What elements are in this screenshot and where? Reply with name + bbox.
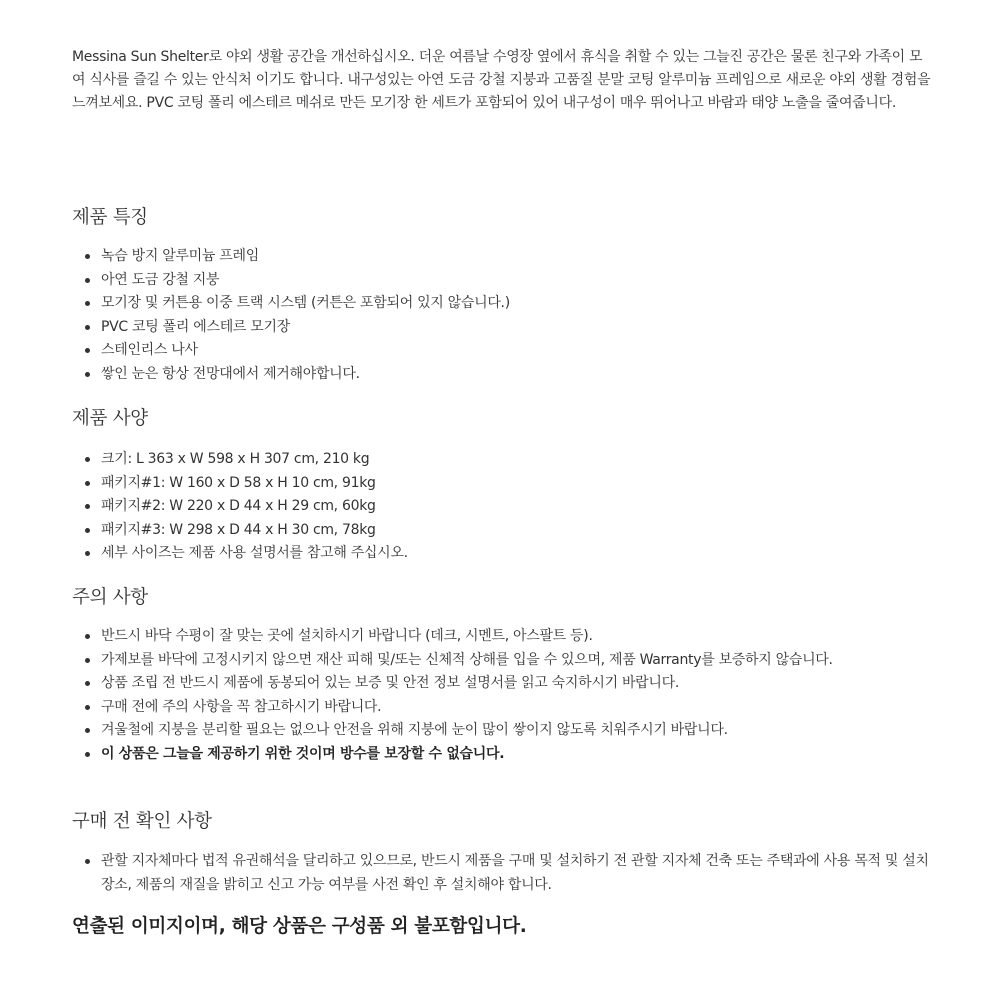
list-item: 가제보를 바닥에 고정시키지 않으면 재산 피해 및/또는 신체적 상해를 입을 수 있으며, 제품 Warranty를 보증하지 않습니다. <box>72 649 934 673</box>
list-item: 구매 전에 주의 사항을 꼭 참고하시기 바랍니다. <box>72 696 934 720</box>
list-item: 패키지#1: W 160 x D 58 x H 10 cm, 91kg <box>72 472 934 496</box>
list-item: 겨울철에 지붕을 분리할 필요는 없으나 안전을 위해 지붕에 눈이 많이 쌓이지 않도록 치워주시기 바랍니다. <box>72 719 934 743</box>
list-item: 패키지#3: W 298 x D 44 x H 30 cm, 78kg <box>72 519 934 543</box>
list-item: 패키지#2: W 220 x D 44 x H 29 cm, 60kg <box>72 495 934 519</box>
specs-list <box>72 448 934 566</box>
list-item: PVC 코팅 폴리 에스테르 모기장 <box>72 316 934 340</box>
cautions-list <box>72 625 934 766</box>
list-item: 아연 도금 강철 지붕 <box>72 269 934 293</box>
specs-heading: 제품 사양 <box>72 408 148 429</box>
list-item: 녹슴 방지 알루미늄 프레임 <box>72 245 934 269</box>
closing-note: 연출된 이미지이며, 해당 상품은 구성품 외 불포함입니다. <box>72 916 527 937</box>
list-item: 상품 조립 전 반드시 제품에 동봉되어 있는 보증 및 안전 정보 설명서를 읽고 숙지하시기 바랍니다. <box>72 672 934 696</box>
precheck-list <box>72 850 934 897</box>
list-item: 스테인리스 나사 <box>72 339 934 363</box>
precheck-heading: 구매 전 확인 사항 <box>72 811 212 832</box>
list-item: 이 상품은 그늘을 제공하기 위한 것이며 방수를 보장할 수 없습니다. <box>72 743 934 767</box>
cautions-heading: 주의 사항 <box>72 587 148 608</box>
features-list <box>72 245 934 386</box>
list-item: 쌓인 눈은 항상 전망대에서 제거해야합니다. <box>72 363 934 387</box>
list-item: 관할 지자체마다 법적 유권해석을 달리하고 있으므로, 반드시 제품을 구매 및 설치하기 전 관할 지자체 건축 또는 주택과에 사용 목적 및 설치 장소, 제품의 재질을 밝히고 신고 가능 여부를 사전 확인 후 설치해야 합니다. <box>72 850 934 897</box>
list-item: 반드시 바닥 수평이 잘 맞는 곳에 설치하시기 바랍니다 (데크, 시멘트, 아스팔트 등). <box>72 625 934 649</box>
features-heading: 제품 특징 <box>72 207 148 228</box>
intro-paragraph: Messina Sun Shelter로 야외 생활 공간을 개선하십시오. 더운 여름날 수영장 옆에서 휴식을 취할 수 있는 그늘진 공간은 물론 친구와 가족이 모여 식사를 즐길 수 있는 안식처 이기도 합니다. 내구성있는 아연 도금 강철 지붕과 고품질 분말 코팅 알루미늄 프레임으로 새로운 야외 생활 경험을 느껴보세요. PVC 코팅 폴리 에스테르 메쉬로 만든 모기장 한 세트가 포함되어 있어 내구성이 매우 뛰어나고 바람과 태양 노출을 줄여줍니다. <box>72 49 931 111</box>
list-item: 모기장 및 커튼용 이중 트랙 시스템 (커튼은 포함되어 있지 않습니다.) <box>72 292 934 316</box>
list-item: 크기: L 363 x W 598 x H 307 cm, 210 kg <box>72 448 934 472</box>
list-item: 세부 사이즈는 제품 사용 설명서를 참고해 주십시오. <box>72 542 934 566</box>
